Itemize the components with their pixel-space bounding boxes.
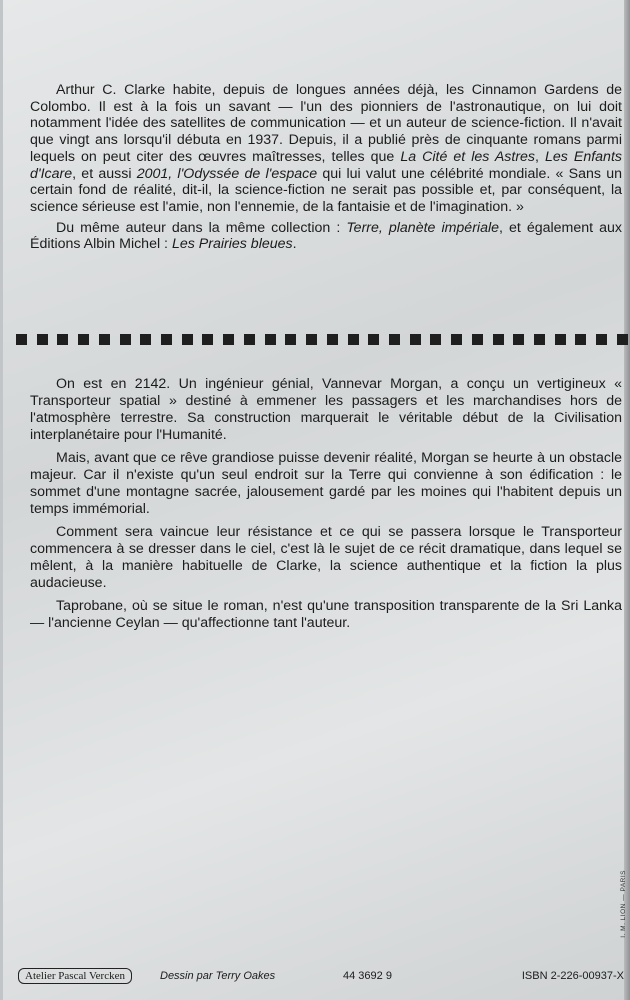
separator-square [575, 334, 586, 345]
separator-square [120, 334, 131, 345]
illustration-credit: Dessin par Terry Oakes [160, 970, 276, 982]
separator-square [430, 334, 441, 345]
bio-text: , et également aux Éditions Albin Michel : [30, 219, 622, 253]
separator-square [285, 334, 296, 345]
separator-square [472, 334, 483, 345]
book-title: Les Prairies bleues [171, 236, 293, 253]
synopsis-paragraph: Taprobane, où se situe le roman, n'est qu'une transposition transparente de la Sri Lanka — l'ancienne Ceylan — qu'affectionne tant l'auteur. [30, 598, 622, 631]
separator-square [161, 334, 172, 345]
cover-footer [18, 968, 624, 988]
book-title: Terre, planète impériale [346, 219, 500, 236]
separator-square [534, 334, 545, 345]
catalog-code: 44 3692 9 [343, 970, 392, 982]
separator-square [182, 334, 193, 345]
separator-square [140, 334, 151, 345]
bio-text: . [292, 236, 297, 253]
separator-square [368, 334, 379, 345]
cover-left-edge [0, 0, 3, 1000]
separator-square [78, 334, 89, 345]
book-title: La Cité et les Astres [400, 148, 536, 165]
publisher-badge: Atelier Pascal Vercken [18, 968, 132, 984]
isbn: ISBN 2-226-00937-X [521, 970, 624, 982]
synopsis-paragraph: Mais, avant que ce rêve grandiose puisse devenir réalité, Morgan se heurte à un obstacle majeur. Car il n'existe qu'un seul endroit sur la Terre qui convienne à son édification : le sommet d'une montagne sacrée, jalousement gardé par les moines qui l'habitent depuis un temps immémorial. [30, 450, 622, 517]
separator-square [223, 334, 234, 345]
printer-credit: I. M. LION — PARIS [620, 870, 627, 938]
separator-square [99, 334, 110, 345]
bio-text: , [535, 148, 545, 165]
separator-square [596, 334, 607, 345]
dashed-separator [16, 334, 628, 346]
separator-square [244, 334, 255, 345]
author-biography [30, 82, 622, 253]
separator-square [389, 334, 400, 345]
book-title: Les Enfants d'Icare [30, 148, 622, 182]
separator-square [348, 334, 359, 345]
other-works-paragraph [30, 220, 622, 253]
separator-square [327, 334, 338, 345]
bio-text: qui lui valut une célébrité mondiale. « Sans un certain fond de réalité, dit-il, la science-fiction ne serait pas possible et, par conséquent, la science sérieuse est l'amie, non l'ennemie, de la fantaisie et de l'imagination. » [30, 165, 622, 215]
separator-square [451, 334, 462, 345]
synopsis-paragraph: On est en 2142. Un ingénieur génial, Vannevar Morgan, a conçu un vertigineux « Transporteur spatial » destiné à emmener les passagers et les marchandises hors de l'atmosphère terrestre. Sa construction marquerait le véritable début de la Civilisation interplanétaire pour l'Humanité. [30, 376, 622, 443]
separator-square [617, 334, 628, 345]
separator-square [57, 334, 68, 345]
separator-square [555, 334, 566, 345]
biography-paragraph [30, 82, 622, 216]
synopsis [30, 376, 622, 632]
separator-square [493, 334, 504, 345]
separator-square [306, 334, 317, 345]
separator-square [37, 334, 48, 345]
separator-square [16, 334, 27, 345]
synopsis-paragraph: Comment sera vaincue leur résistance et ce qui se passera lorsque le Transporteur commencera à se dresser dans le ciel, c'est là le sujet de ce récit dramatique, dans lequel se mêlent, à la manière habituelle de Clarke, la science authentique et la fiction la plus audacieuse. [30, 524, 622, 591]
bio-text: Du même auteur dans la même collection : [56, 219, 347, 236]
bio-text: , et aussi [72, 165, 137, 182]
separator-square [513, 334, 524, 345]
book-title: 2001, l'Odyssée de l'espace [136, 165, 318, 182]
separator-square [265, 334, 276, 345]
separator-square [410, 334, 421, 345]
cover-right-edge [624, 0, 630, 1000]
bio-text: Arthur C. Clarke habite, depuis de longues années déjà, les Cinnamon Gardens de Colombo. Il est à la fois un savant — l'un des pionniers de l'astronautique, on lui doit notamment l'idée des satellites de communication — et un auteur de science-fiction. Il n'avait que vingt ans lorsqu'il débuta en 1937. Depuis, il a publié près de cinquante romans parmi lequels on peut citer des œuvres maîtresses, telles que [30, 82, 622, 165]
separator-square [202, 334, 213, 345]
